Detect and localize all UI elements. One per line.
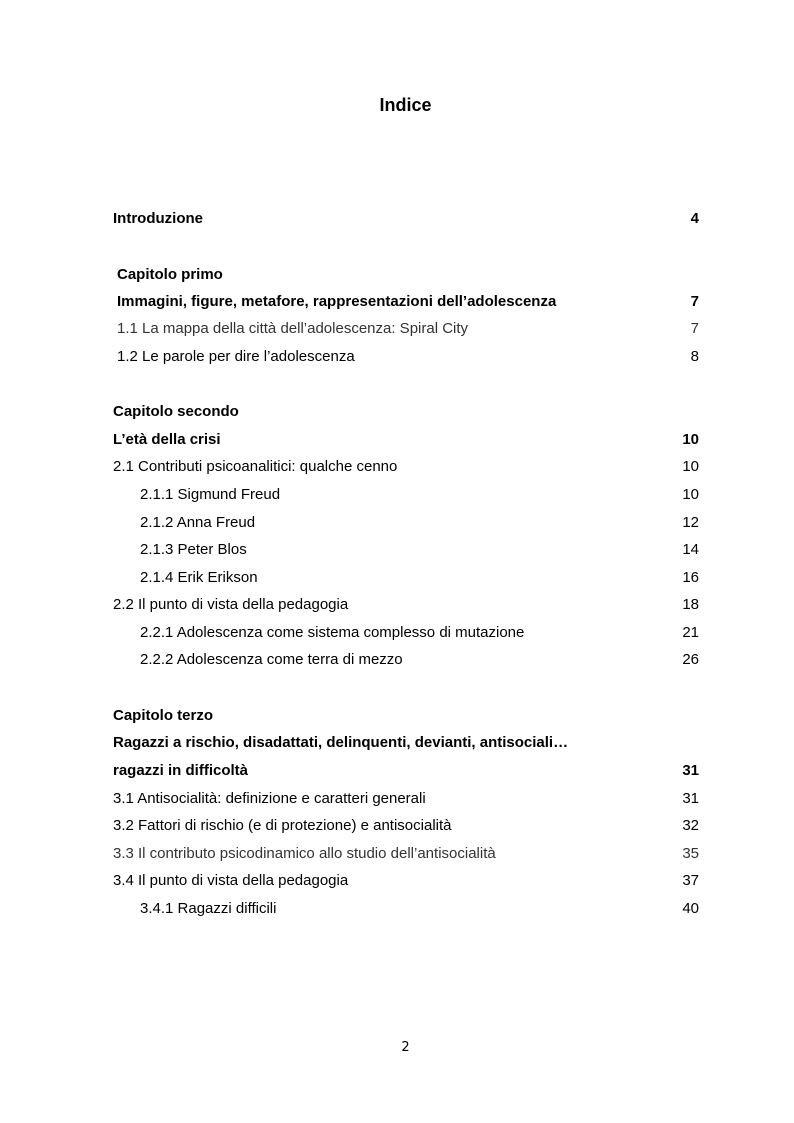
toc-entry-2-2-2[interactable] <box>113 649 699 671</box>
toc-entry-label: L’età della crisi <box>113 431 221 448</box>
toc-entry-2-1-3[interactable] <box>113 539 699 561</box>
toc-entry-page: 37 <box>682 872 699 889</box>
toc-entry-label: 2.1.2 Anna Freud <box>140 514 256 531</box>
toc-entry-label: 2.1.3 Peter Blos <box>140 541 247 558</box>
toc-entry-label: Immagini, figure, metafore, rappresentazioni dell’adolescenza <box>117 293 557 310</box>
toc-entry-page: 21 <box>682 624 699 641</box>
toc-chapter-label: Capitolo primo <box>117 266 223 283</box>
toc-entry-3-4[interactable] <box>113 870 699 892</box>
toc-entry-2-2[interactable] <box>113 594 699 616</box>
toc-entry-1-2[interactable] <box>113 346 699 368</box>
toc-entry-label: 2.1.4 Erik Erikson <box>140 569 258 586</box>
toc-entry-label: 2.2 Il punto di vista della pedagogia <box>113 596 349 613</box>
toc-entry-label: 3.2 Fattori di rischio (e di protezione) e antisocialità <box>113 817 452 834</box>
toc-entry-label: 3.1 Antisocialità: definizione e caratteri generali <box>113 790 426 807</box>
toc-entry-3-4-1[interactable] <box>113 898 699 920</box>
toc-entry-introduzione[interactable] <box>113 208 699 230</box>
toc-chapter-heading-2 <box>113 401 699 423</box>
toc-entry-label: Introduzione <box>113 210 203 227</box>
toc-entry-1-1[interactable] <box>113 318 699 340</box>
toc-entry-2-1-1[interactable] <box>113 484 699 506</box>
page-number: 2 <box>401 1040 410 1055</box>
toc-chapter-label: Capitolo terzo <box>113 707 213 724</box>
toc-entry-label: 1.1 La mappa della città dell’adolescenza: Spiral City <box>117 320 469 337</box>
toc-chapter-title-3-line1[interactable] <box>113 732 699 754</box>
toc-entry-page: 31 <box>682 790 699 807</box>
toc-entry-page: 35 <box>682 845 699 862</box>
toc-entry-3-3[interactable] <box>113 843 699 865</box>
toc-entry-page: 10 <box>682 458 699 475</box>
toc-chapter-title-3-line2[interactable] <box>113 760 699 782</box>
toc-chapter-title-1[interactable] <box>113 291 699 313</box>
toc-entry-page: 8 <box>690 348 699 365</box>
toc-entry-page: 7 <box>690 293 699 310</box>
toc-entry-page: 7 <box>690 320 699 337</box>
toc-entry-label: ragazzi in difficoltà <box>113 762 249 779</box>
page-title: Indice <box>379 95 432 115</box>
toc-entry-3-1[interactable] <box>113 788 699 810</box>
toc-entry-label: 3.4 Il punto di vista della pedagogia <box>113 872 349 889</box>
toc-entry-page: 12 <box>682 514 699 531</box>
toc-entry-page: 31 <box>682 762 699 779</box>
toc-entry-3-2[interactable] <box>113 815 699 837</box>
toc-entry-page: 40 <box>682 900 699 917</box>
toc-entry-page: 10 <box>682 486 699 503</box>
toc-entry-label: 2.1.1 Sigmund Freud <box>140 486 281 503</box>
toc-chapter-label: Capitolo secondo <box>113 403 239 420</box>
toc-chapter-heading-3 <box>113 705 699 727</box>
toc-entry-label: 3.3 Il contributo psicodinamico allo studio dell’antisocialità <box>113 845 496 862</box>
toc-entry-label: 2.2.2 Adolescenza come terra di mezzo <box>140 651 403 668</box>
toc-entry-page: 4 <box>690 210 699 227</box>
toc-entry-label: 1.2 Le parole per dire l’adolescenza <box>117 348 355 365</box>
toc-entry-page: 32 <box>682 817 699 834</box>
toc-entry-page: 16 <box>682 569 699 586</box>
toc-entry-label: 3.4.1 Ragazzi difficili <box>140 900 277 917</box>
toc-entry-page: 10 <box>682 431 699 448</box>
toc-entry-label: 2.1 Contributi psicoanalitici: qualche cenno <box>113 458 398 475</box>
toc-chapter-heading-1 <box>113 264 699 286</box>
toc-entry-2-1-2[interactable] <box>113 512 699 534</box>
toc-entry-page: 26 <box>682 651 699 668</box>
toc-entry-page: 14 <box>682 541 699 558</box>
toc-entry-2-2-1[interactable] <box>113 622 699 644</box>
toc-entry-2-1-4[interactable] <box>113 567 699 589</box>
toc-chapter-title-2[interactable] <box>113 429 699 451</box>
toc-entry-label: Ragazzi a rischio, disadattati, delinquenti, devianti, antisociali… <box>113 734 569 751</box>
toc-entry-2-1[interactable] <box>113 456 699 478</box>
toc-entry-label: 2.2.1 Adolescenza come sistema complesso di mutazione <box>140 624 525 641</box>
toc-entry-page: 18 <box>682 596 699 613</box>
